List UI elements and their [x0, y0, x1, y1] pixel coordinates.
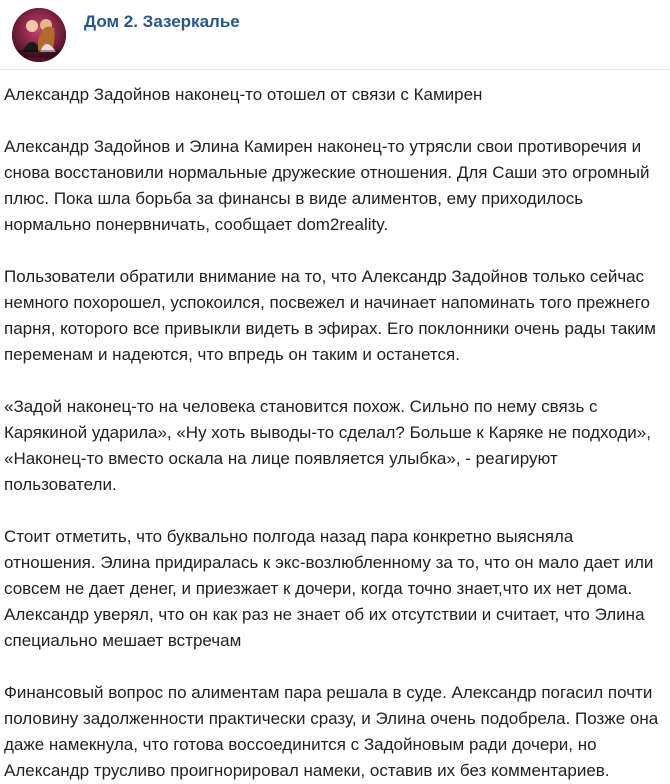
- post-paragraph: Стоит отметить, что буквально полгода назад пара конкретно выясняла отношения. Элина придиралась к экс-возлюбленному за то, что он мало дает или совсем не дает денег, и приезжает к дочери, когда точно знает,что их нет дома. Александр уверял, что он как раз не знает об их отсутствии и считает, что Элина специально мешает встречам: [4, 527, 654, 650]
- post-body: [0, 70, 670, 784]
- channel-avatar[interactable]: [12, 8, 66, 62]
- post-paragraph: Финансовый вопрос по алиментам пара решала в суде. Александр погасил почти половину задолженности практически сразу, и Элина очень подобрела. Позже она даже намекнула, что готова воссоединится с Задойновым ради дочери, но Александр трусливо проигнорировал намеки, оставив их без комментариев.: [4, 683, 659, 780]
- post-paragraph: Александр Задойнов и Элина Камирен наконец-то утрясли свои противоречия и снова восстановили нормальные дружеские отношения. Для Саши это огромный плюс. Пока шла борьба за финансы в виде алиментов, ему приходилось нормально понервничать, сообщает dom2reality.: [4, 137, 650, 234]
- post-title: Александр Задойнов наконец-то отошел от связи с Камирен: [4, 85, 483, 104]
- post-header: [0, 0, 670, 70]
- channel-name-link[interactable]: Дом 2. Зазеркалье: [84, 11, 240, 31]
- avatar-image-icon: [12, 8, 66, 62]
- post-paragraph: Пользователи обратили внимание на то, что Александр Задойнов только сейчас немного похорошел, успокоился, посвежел и начинает напоминать того прежнего парня, которого все привыкли видеть в эфирах. Его поклонники очень рады таким переменам и надеются, что впредь он таким и останется.: [4, 267, 656, 364]
- post-paragraph: «Задой наконец-то на человека становится похож. Сильно по нему связь с Карякиной ударила», «Ну хоть выводы-то сделал? Больше к Каряке не подходи», «Наконец-то вместо оскала на лице появляется улыбка», - реагируют пользователи.: [4, 397, 651, 494]
